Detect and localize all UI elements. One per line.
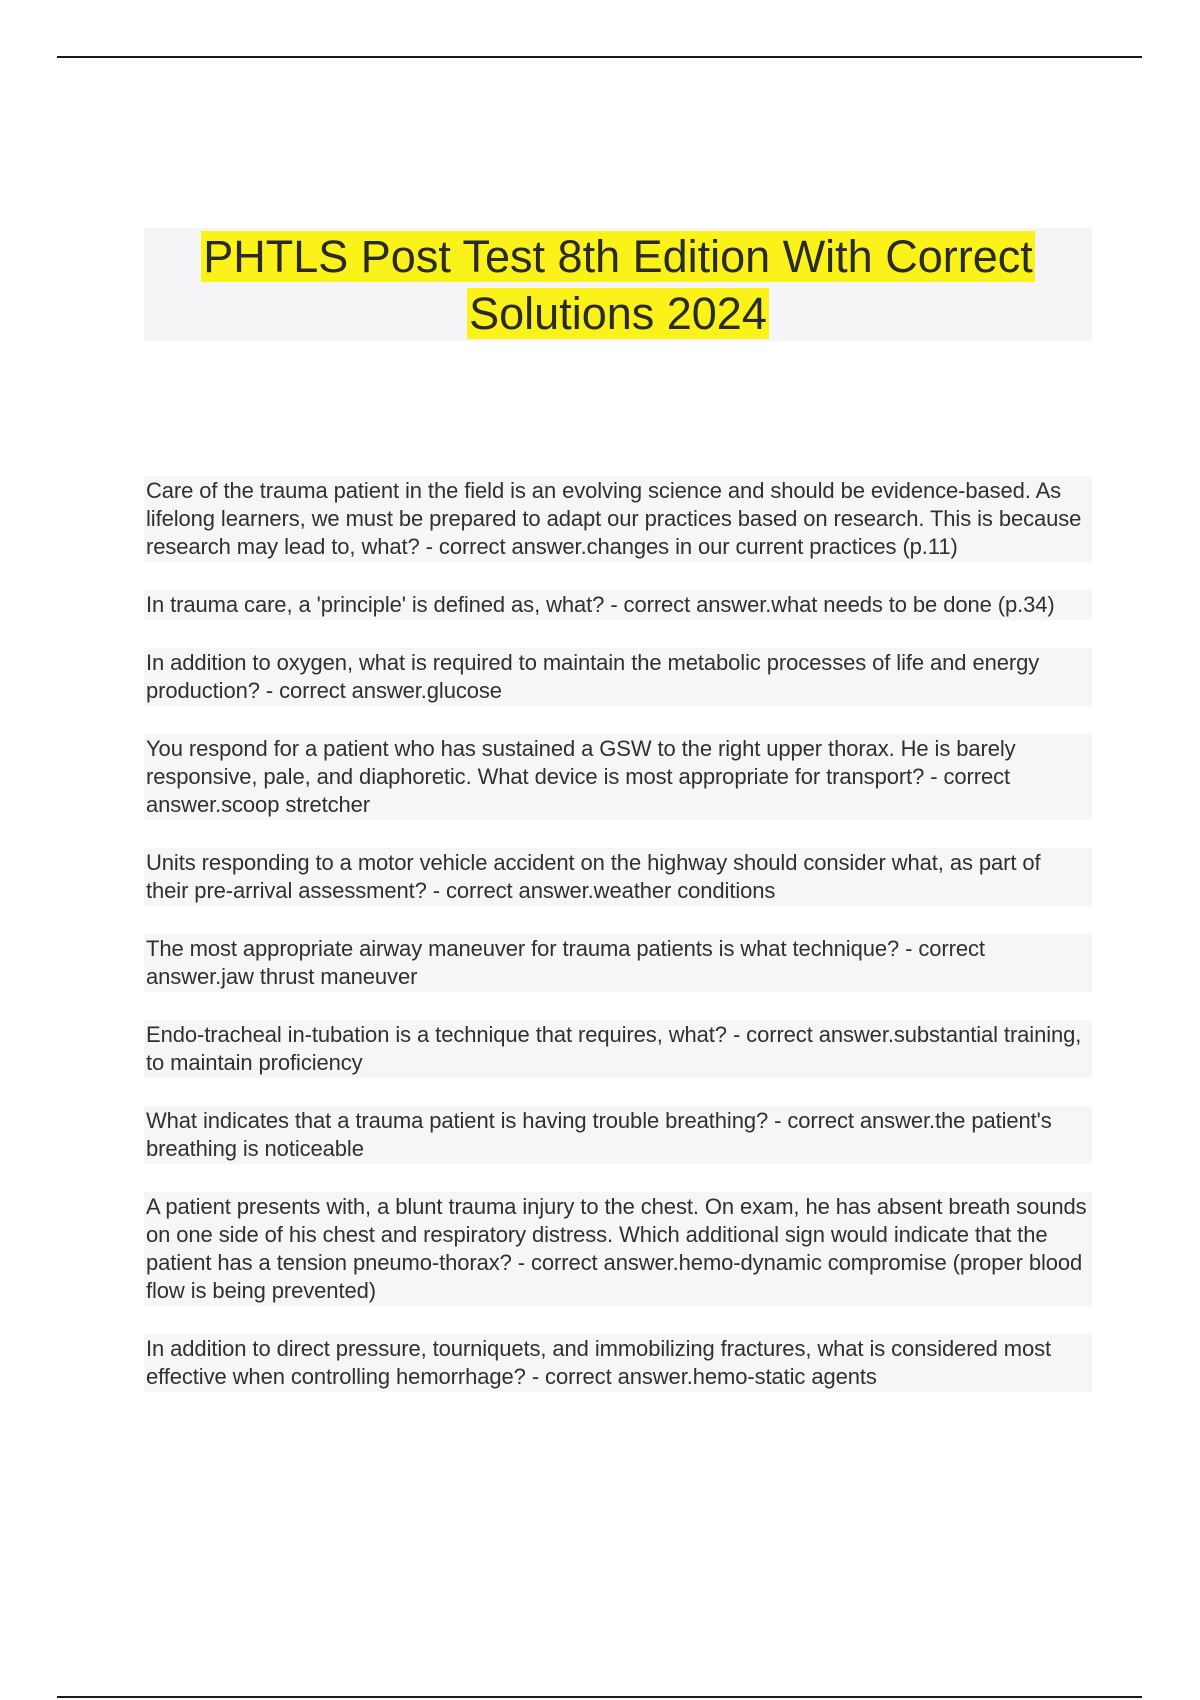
title-block	[144, 228, 1092, 341]
footer-rule	[57, 1696, 1142, 1698]
header-rule	[57, 56, 1142, 58]
qa-item: Care of the trauma patient in the field is an evolving science and should be evidence-based. As lifelong learners, we must be prepared to adapt our practices based on research. This is because research may lead to, what? - correct answer.changes in our current practices (p.11)	[144, 476, 1092, 562]
qa-item: What indicates that a trauma patient is having trouble breathing? - correct answer.the patient's breathing is noticeable	[144, 1106, 1092, 1164]
qa-list	[144, 476, 1092, 1420]
qa-item: In addition to direct pressure, tourniquets, and immobilizing fractures, what is considered most effective when controlling hemorrhage? - correct answer.hemo-static agents	[144, 1334, 1092, 1392]
qa-item: Endo-tracheal in-tubation is a technique that requires, what? - correct answer.substantial training, to maintain proficiency	[144, 1020, 1092, 1078]
qa-item: Units responding to a motor vehicle accident on the highway should consider what, as part of their pre-arrival assessment? - correct answer.weather conditions	[144, 848, 1092, 906]
qa-item: You respond for a patient who has sustained a GSW to the right upper thorax. He is barely responsive, pale, and diaphoretic. What device is most appropriate for transport? - correct answer.scoop stretcher	[144, 734, 1092, 820]
qa-item: The most appropriate airway maneuver for trauma patients is what technique? - correct answer.jaw thrust maneuver	[144, 934, 1092, 992]
qa-item: In addition to oxygen, what is required to maintain the metabolic processes of life and energy production? - correct answer.glucose	[144, 648, 1092, 706]
qa-item: In trauma care, a 'principle' is defined as, what? - correct answer.what needs to be done (p.34)	[144, 590, 1092, 620]
qa-item: A patient presents with, a blunt trauma injury to the chest. On exam, he has absent breath sounds on one side of his chest and respiratory distress. Which additional sign would indicate that the patient has a tension pneumo-thorax? - correct answer.hemo-dynamic compromise (proper blood flow is being prevented)	[144, 1192, 1092, 1306]
document-title: PHTLS Post Test 8th Edition With Correct Solutions 2024	[203, 231, 1033, 339]
